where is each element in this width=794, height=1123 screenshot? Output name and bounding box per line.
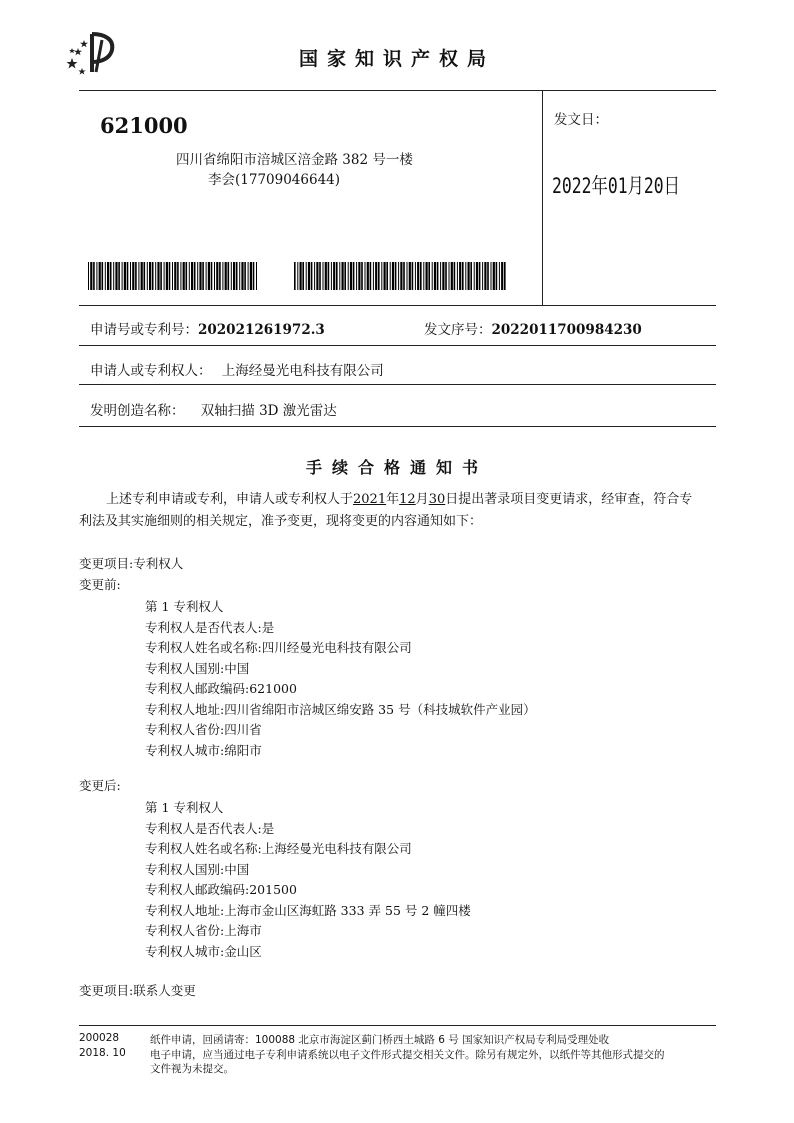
before-line: 第 1 专利权人 bbox=[145, 599, 224, 614]
footer-rule bbox=[79, 1025, 716, 1026]
issue-date-value: 2022年01月20日 bbox=[552, 174, 681, 198]
rule-2 bbox=[79, 384, 716, 385]
before-line: 专利权人国别:中国 bbox=[145, 660, 250, 676]
app-no-label: 申请号或专利号： bbox=[90, 322, 198, 338]
invention-label: 发明创造名称： bbox=[90, 403, 185, 419]
app-no-value: 202021261972.3 bbox=[198, 322, 325, 338]
after-line: 专利权人邮政编码:201500 bbox=[145, 882, 297, 897]
box-bottom-rule bbox=[79, 305, 716, 306]
before-line: 专利权人姓名或名称:四川经曼光电科技有限公司 bbox=[145, 640, 412, 655]
invention-row bbox=[90, 399, 337, 419]
intro-month: 12 bbox=[399, 492, 416, 507]
footer-code-2: 2018. 10 bbox=[79, 1047, 126, 1059]
notice-title: 手续合格通知书 bbox=[305, 458, 488, 477]
after-line: 第 1 专利权人 bbox=[145, 800, 224, 815]
intro-text-a: 上述专利申请或专利，申请人或专利权人于 bbox=[106, 492, 354, 507]
change-item-1: 变更项目:专利权人 bbox=[79, 556, 184, 571]
after-line: 专利权人地址:上海市金山区海虹路 333 弄 55 号 2 幢四楼 bbox=[145, 902, 471, 918]
top-rule bbox=[79, 90, 716, 91]
footer-code-1: 200028 bbox=[79, 1032, 120, 1044]
recipient-postcode: 621000 bbox=[100, 113, 188, 138]
change-item-2: 变更项目:联系人变更 bbox=[79, 983, 196, 998]
issue-date-label: 发文日： bbox=[554, 112, 608, 128]
serial-label: 发文序号： bbox=[424, 322, 492, 338]
applicant-label: 申请人或专利权人： bbox=[90, 363, 212, 379]
recipient-address: 四川省绵阳市涪城区涪金路 382 号一楼 bbox=[176, 152, 413, 168]
footer-line-3: 文件视为未提交。 bbox=[150, 1063, 234, 1075]
intro-day: 30 bbox=[428, 492, 446, 507]
after-line: 专利权人国别:中国 bbox=[145, 861, 250, 877]
applicant-row bbox=[90, 359, 384, 379]
intro-year: 2021 bbox=[353, 492, 387, 507]
box-divider bbox=[542, 90, 543, 305]
rule-1 bbox=[79, 345, 716, 346]
application-number-row bbox=[90, 318, 325, 338]
after-line: 专利权人城市:金山区 bbox=[145, 943, 262, 959]
applicant-value: 上海经曼光电科技有限公司 bbox=[221, 363, 384, 379]
intro-text-b: 日提出著录项目变更请求，经审查，符合专 bbox=[445, 492, 693, 507]
barcode-right bbox=[294, 262, 506, 290]
intro-line-2: 利法及其实施细则的相关规定，准予变更，现将变更的内容通知如下： bbox=[79, 514, 483, 529]
serial-value: 2022011700984230 bbox=[491, 322, 642, 338]
serial-number-row bbox=[424, 318, 642, 338]
before-line: 专利权人省份:四川省 bbox=[145, 722, 262, 737]
intro-month-suffix: 月 bbox=[415, 492, 429, 507]
office-name: 国家知识产权局 bbox=[298, 48, 495, 70]
invention-value: 双轴扫描 3D 激光雷达 bbox=[200, 403, 337, 419]
before-label: 变更前: bbox=[79, 577, 121, 592]
footer-line-1: 纸件申请，回函请寄：100088 北京市海淀区蓟门桥西土城路 6 号 国家知识产权局专利局受理处收 bbox=[150, 1034, 610, 1046]
before-line: 专利权人地址:四川省绵阳市涪城区绵安路 35 号（科技城软件产业园） bbox=[145, 701, 536, 717]
after-line: 专利权人姓名或名称:上海经曼光电科技有限公司 bbox=[145, 841, 412, 856]
before-line: 专利权人是否代表人:是 bbox=[145, 619, 275, 635]
before-line: 专利权人邮政编码:621000 bbox=[145, 681, 297, 696]
footer-line-2: 电子申请，应当通过电子专利申请系统以电子文件形式提交相关文件。除另有规定外，以纸件等其他形式提交的 bbox=[150, 1049, 665, 1061]
rule-3 bbox=[79, 426, 716, 427]
barcode-left bbox=[88, 262, 258, 290]
intro-line-1 bbox=[106, 489, 726, 511]
before-line: 专利权人城市:绵阳市 bbox=[145, 742, 262, 758]
after-line: 专利权人是否代表人:是 bbox=[145, 820, 275, 836]
after-line: 专利权人省份:上海市 bbox=[145, 923, 262, 938]
after-label: 变更后: bbox=[79, 778, 121, 793]
intro-year-suffix: 年 bbox=[386, 492, 400, 507]
recipient-contact: 李会(17709046644) bbox=[208, 172, 341, 188]
